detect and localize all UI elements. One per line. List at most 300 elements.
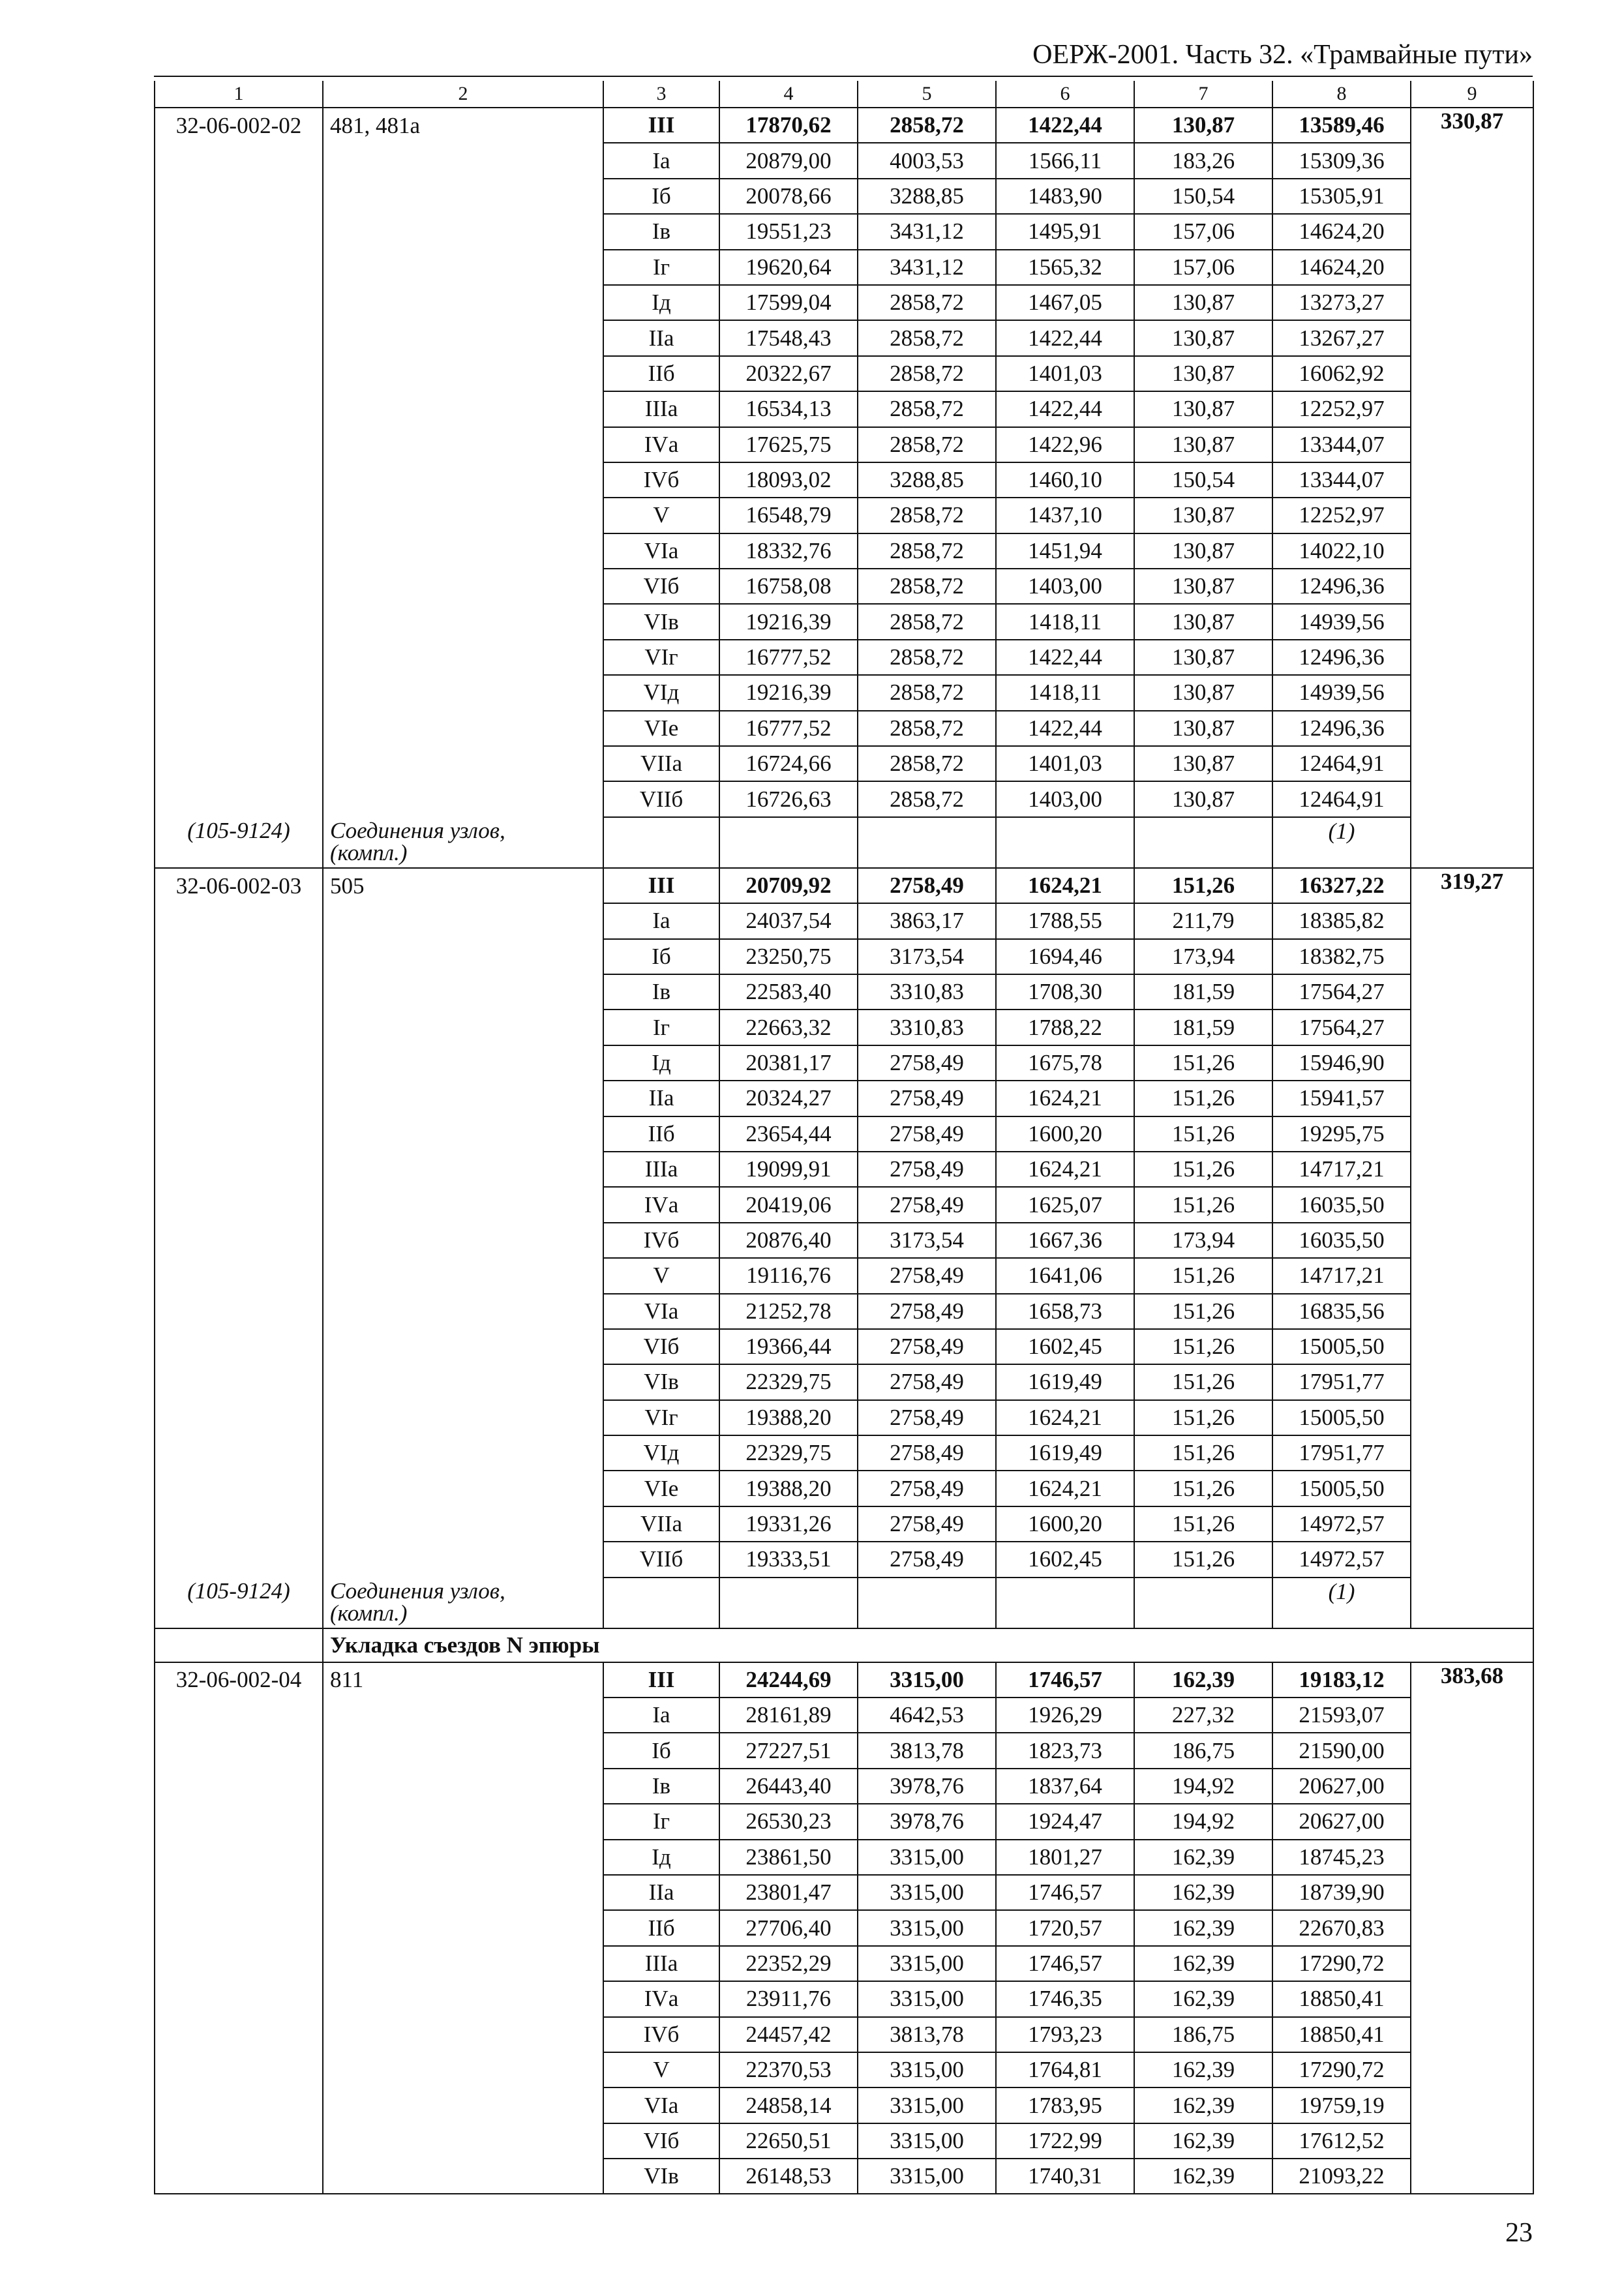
col9-cell: 330,87 (1411, 108, 1533, 143)
value-cell: 19183,12 (1272, 1662, 1411, 1698)
value-cell: 150,54 (1134, 179, 1272, 214)
zone-cell: IIа (603, 320, 719, 355)
value-cell: 162,39 (1134, 1910, 1272, 1945)
value-cell: 19099,91 (719, 1152, 858, 1187)
value-cell: 1801,27 (996, 1840, 1134, 1875)
rate-name-cell (323, 1981, 603, 2016)
rate-code-cell (155, 1910, 323, 1945)
table-row (155, 2017, 1533, 2052)
rate-name-cell: 505 (323, 868, 603, 903)
value-cell: 2758,49 (858, 868, 996, 903)
value-cell: 20078,66 (719, 179, 858, 214)
value-cell: 1422,44 (996, 108, 1134, 143)
value-cell: 14717,21 (1272, 1152, 1411, 1187)
value-cell: 162,39 (1134, 1946, 1272, 1981)
zone-cell: IVа (603, 1981, 719, 2016)
value-cell: 19216,39 (719, 675, 858, 710)
rate-code-cell (155, 675, 323, 710)
col9-cell (1411, 2087, 1533, 2123)
col9-cell (1411, 781, 1533, 816)
value-cell: 17548,43 (719, 320, 858, 355)
value-cell: 1422,44 (996, 711, 1134, 746)
value-cell: 194,92 (1134, 1769, 1272, 1804)
rate-name-cell (323, 1010, 603, 1045)
value-cell: 3431,12 (858, 214, 996, 249)
value-cell: 16726,63 (719, 781, 858, 816)
value-cell: 130,87 (1134, 498, 1272, 533)
col9-cell (1411, 1910, 1533, 1945)
column-number: 6 (996, 81, 1134, 108)
value-cell: 2858,72 (858, 391, 996, 426)
rate-code-cell (155, 1223, 323, 1258)
col9-cell (1411, 498, 1533, 533)
value-cell: 3315,00 (858, 2159, 996, 2194)
column-number: 9 (1411, 81, 1533, 108)
rate-code-cell (155, 746, 323, 781)
value-cell: 22663,32 (719, 1010, 858, 1045)
zone-cell: VIб (603, 2123, 719, 2159)
table-row (155, 1294, 1533, 1329)
zone-cell: V (603, 2052, 719, 2087)
rate-name-cell (323, 1364, 603, 1399)
value-cell: 1641,06 (996, 1258, 1134, 1293)
rate-code-cell (155, 2123, 323, 2159)
value-cell: 23801,47 (719, 1875, 858, 1910)
rate-name-cell (323, 2159, 603, 2194)
zone-cell: VIIа (603, 1506, 719, 1542)
zone-cell: IVб (603, 2017, 719, 2052)
value-cell: 3813,78 (858, 1733, 996, 1768)
col9-cell (1411, 1010, 1533, 1045)
col9-cell (1411, 1471, 1533, 1506)
value-cell: 162,39 (1134, 1875, 1272, 1910)
zone-cell: VIа (603, 533, 719, 569)
value-cell: 162,39 (1134, 2159, 1272, 2194)
value-cell: 17290,72 (1272, 2052, 1411, 2087)
col9-cell (1411, 1733, 1533, 1768)
table-row (155, 1435, 1533, 1471)
table-row (155, 427, 1533, 462)
empty-cell (996, 817, 1134, 868)
value-cell: 1451,94 (996, 533, 1134, 569)
rate-code-cell (155, 1506, 323, 1542)
table-row (155, 533, 1533, 569)
value-cell: 23654,44 (719, 1116, 858, 1152)
col9-cell (1411, 1187, 1533, 1222)
value-cell: 4642,53 (858, 1698, 996, 1733)
table-row (155, 1769, 1533, 1804)
column-number: 1 (155, 81, 323, 108)
table-row (155, 675, 1533, 710)
rate-name-cell (323, 1081, 603, 1116)
zone-cell: IIа (603, 1081, 719, 1116)
table-row (155, 1187, 1533, 1222)
value-cell: 173,94 (1134, 1223, 1272, 1258)
value-cell: 151,26 (1134, 1471, 1272, 1506)
col9-cell (1411, 533, 1533, 569)
col9-cell (1411, 1152, 1533, 1187)
value-cell: 2858,72 (858, 285, 996, 320)
rate-name-cell (323, 1294, 603, 1329)
value-cell: 1422,96 (996, 427, 1134, 462)
value-cell: 24457,42 (719, 2017, 858, 2052)
rate-name-cell (323, 1946, 603, 1981)
col9-cell (1411, 1542, 1533, 1577)
value-cell: 1793,23 (996, 2017, 1134, 2052)
note-qty-cell: (1) (1272, 1578, 1411, 1628)
rate-code-cell (155, 179, 323, 214)
table-row (155, 1981, 1533, 2016)
col9-cell (1411, 1875, 1533, 1910)
section-row (155, 1628, 1533, 1662)
value-cell: 1401,03 (996, 746, 1134, 781)
col9-cell (1411, 1081, 1533, 1116)
value-cell: 21093,22 (1272, 2159, 1411, 2194)
value-cell: 15946,90 (1272, 1045, 1411, 1081)
rate-name-cell (323, 1840, 603, 1875)
value-cell: 3315,00 (858, 1946, 996, 1981)
zone-cell: IVб (603, 462, 719, 498)
value-cell: 1401,03 (996, 356, 1134, 391)
col9-cell (1411, 2017, 1533, 2052)
value-cell: 20322,67 (719, 356, 858, 391)
zone-cell: VIа (603, 2087, 719, 2123)
empty-cell (603, 1578, 719, 1628)
value-cell: 2758,49 (858, 1471, 996, 1506)
value-cell: 16777,52 (719, 711, 858, 746)
rate-name-cell (323, 939, 603, 974)
col9-cell (1411, 143, 1533, 178)
rate-name-cell (323, 533, 603, 569)
value-cell: 2858,72 (858, 356, 996, 391)
table-row (155, 498, 1533, 533)
col9-cell (1411, 1045, 1533, 1081)
header-rule (154, 76, 1533, 77)
rate-code-cell (155, 2159, 323, 2194)
table-row (155, 1400, 1533, 1435)
value-cell: 1694,46 (996, 939, 1134, 974)
value-cell: 22583,40 (719, 974, 858, 1010)
value-cell: 16758,08 (719, 569, 858, 604)
value-cell: 151,26 (1134, 1506, 1272, 1542)
rate-name-cell (323, 1223, 603, 1258)
zone-cell: VIIб (603, 1542, 719, 1577)
table-row (155, 1329, 1533, 1364)
rate-code-cell: 32-06-002-03 (155, 868, 323, 903)
value-cell: 2758,49 (858, 1152, 996, 1187)
table-row (155, 746, 1533, 781)
value-cell: 19216,39 (719, 604, 858, 639)
rate-code-cell (155, 1187, 323, 1222)
value-cell: 151,26 (1134, 1294, 1272, 1329)
rate-code-cell (155, 1152, 323, 1187)
column-number: 3 (603, 81, 719, 108)
table-row (155, 108, 1533, 143)
value-cell: 186,75 (1134, 1733, 1272, 1768)
rate-name-cell (323, 1875, 603, 1910)
table-row (155, 569, 1533, 604)
value-cell: 22670,83 (1272, 1910, 1411, 1945)
value-cell: 12496,36 (1272, 569, 1411, 604)
value-cell: 2858,72 (858, 320, 996, 355)
value-cell: 2758,49 (858, 1045, 996, 1081)
table-row (155, 868, 1533, 903)
rate-code-cell (155, 640, 323, 675)
col9-cell (1411, 1435, 1533, 1471)
col9-cell (1411, 2159, 1533, 2194)
value-cell: 3315,00 (858, 1910, 996, 1945)
note-text-line: Соединения узлов, (330, 1578, 505, 1604)
rate-code-cell (155, 604, 323, 639)
value-cell: 23861,50 (719, 1840, 858, 1875)
col9-cell (1411, 2123, 1533, 2159)
rate-code-cell (155, 1258, 323, 1293)
note-text-line: (компл.) (330, 1600, 408, 1626)
zone-cell: Iа (603, 143, 719, 178)
value-cell: 2758,49 (858, 1400, 996, 1435)
value-cell: 23250,75 (719, 939, 858, 974)
column-number: 4 (719, 81, 858, 108)
value-cell: 151,26 (1134, 1045, 1272, 1081)
value-cell: 18739,90 (1272, 1875, 1411, 1910)
rate-code-cell (155, 427, 323, 462)
rate-code-cell (155, 391, 323, 426)
rate-name-cell (323, 1804, 603, 1839)
value-cell: 15305,91 (1272, 179, 1411, 214)
value-cell: 151,26 (1134, 1435, 1272, 1471)
value-cell: 18093,02 (719, 462, 858, 498)
note-text-line: (компл.) (330, 839, 408, 865)
rate-name-cell (323, 1769, 603, 1804)
rate-code-cell (155, 1769, 323, 1804)
rate-name-cell (323, 1152, 603, 1187)
value-cell: 151,26 (1134, 1400, 1272, 1435)
value-cell: 17870,62 (719, 108, 858, 143)
table-row (155, 2123, 1533, 2159)
value-cell: 19116,76 (719, 1258, 858, 1293)
col9-cell (1411, 179, 1533, 214)
value-cell: 1602,45 (996, 1542, 1134, 1577)
zone-cell: V (603, 498, 719, 533)
value-cell: 20879,00 (719, 143, 858, 178)
rate-name-cell (323, 1329, 603, 1364)
rate-name-cell (323, 675, 603, 710)
zone-cell: IVа (603, 427, 719, 462)
rate-name-cell (323, 711, 603, 746)
rate-name-cell (323, 1471, 603, 1506)
value-cell: 1720,57 (996, 1910, 1134, 1945)
table-row (155, 1946, 1533, 1981)
rate-name-cell (323, 143, 603, 178)
rate-code-cell (155, 1840, 323, 1875)
value-cell: 157,06 (1134, 214, 1272, 249)
value-cell: 162,39 (1134, 2087, 1272, 2123)
value-cell: 211,79 (1134, 903, 1272, 938)
value-cell: 151,26 (1134, 1081, 1272, 1116)
zone-cell: VIе (603, 1471, 719, 1506)
rate-name-cell (323, 1435, 603, 1471)
zone-cell: Iб (603, 179, 719, 214)
table-row (155, 903, 1533, 938)
rate-name-cell (323, 320, 603, 355)
value-cell: 12464,91 (1272, 781, 1411, 816)
rate-code-cell (155, 711, 323, 746)
value-cell: 2858,72 (858, 640, 996, 675)
rate-code-cell (155, 1981, 323, 2016)
value-cell: 162,39 (1134, 1840, 1272, 1875)
value-cell: 18332,76 (719, 533, 858, 569)
value-cell: 19295,75 (1272, 1116, 1411, 1152)
value-cell: 16035,50 (1272, 1223, 1411, 1258)
value-cell: 130,87 (1134, 391, 1272, 426)
table-row (155, 320, 1533, 355)
value-cell: 16327,22 (1272, 868, 1411, 903)
zone-cell: Iб (603, 939, 719, 974)
value-cell: 130,87 (1134, 533, 1272, 569)
table-row (155, 1698, 1533, 1733)
value-cell: 19331,26 (719, 1506, 858, 1542)
col9-cell (1411, 711, 1533, 746)
value-cell: 2858,72 (858, 604, 996, 639)
value-cell: 1783,95 (996, 2087, 1134, 2123)
empty-cell (858, 1578, 996, 1628)
value-cell: 3315,00 (858, 1981, 996, 2016)
value-cell: 3431,12 (858, 250, 996, 285)
table-row (155, 604, 1533, 639)
zone-cell: VIг (603, 640, 719, 675)
rate-name-cell: 811 (323, 1662, 603, 1698)
value-cell: 1924,47 (996, 1804, 1134, 1839)
rate-code-cell (155, 285, 323, 320)
value-cell: 1619,49 (996, 1435, 1134, 1471)
zone-cell: III (603, 108, 719, 143)
zone-cell: IIб (603, 356, 719, 391)
value-cell: 14022,10 (1272, 533, 1411, 569)
col9-cell (1411, 250, 1533, 285)
table-row (155, 1258, 1533, 1293)
value-cell: 3173,54 (858, 939, 996, 974)
col9-cell (1411, 1364, 1533, 1399)
value-cell: 20381,17 (719, 1045, 858, 1081)
note-text-cell (323, 1578, 603, 1628)
value-cell: 14624,20 (1272, 250, 1411, 285)
value-cell: 3288,85 (858, 179, 996, 214)
value-cell: 20709,92 (719, 868, 858, 903)
value-cell: 3315,00 (858, 1840, 996, 1875)
value-cell: 19759,19 (1272, 2087, 1411, 2123)
rate-code-cell (155, 1116, 323, 1152)
value-cell: 1788,22 (996, 1010, 1134, 1045)
rate-name-cell (323, 250, 603, 285)
rate-code-cell (155, 1542, 323, 1577)
value-cell: 130,87 (1134, 746, 1272, 781)
value-cell: 1624,21 (996, 1471, 1134, 1506)
rate-code-cell (155, 1081, 323, 1116)
note-qty-cell: (1) (1272, 817, 1411, 868)
value-cell: 130,87 (1134, 320, 1272, 355)
rate-code-cell (155, 1698, 323, 1733)
value-cell: 1675,78 (996, 1045, 1134, 1081)
value-cell: 13344,07 (1272, 462, 1411, 498)
value-cell: 1746,57 (996, 1662, 1134, 1698)
value-cell: 1746,57 (996, 1946, 1134, 1981)
zone-cell: Iд (603, 285, 719, 320)
note-row (155, 817, 1533, 868)
note-text-line: Соединения узлов, (330, 817, 505, 843)
value-cell: 151,26 (1134, 1364, 1272, 1399)
value-cell: 19366,44 (719, 1329, 858, 1364)
value-cell: 14939,56 (1272, 604, 1411, 639)
value-cell: 19333,51 (719, 1542, 858, 1577)
table-row (155, 391, 1533, 426)
value-cell: 20627,00 (1272, 1769, 1411, 1804)
value-cell: 27227,51 (719, 1733, 858, 1768)
rate-code-cell (155, 903, 323, 938)
col9-cell (1411, 285, 1533, 320)
table-row (155, 1010, 1533, 1045)
rate-name-cell (323, 1542, 603, 1577)
value-cell: 19620,64 (719, 250, 858, 285)
value-cell: 13344,07 (1272, 427, 1411, 462)
value-cell: 1746,35 (996, 1981, 1134, 2016)
table-row (155, 781, 1533, 816)
value-cell: 2758,49 (858, 1329, 996, 1364)
value-cell: 2758,49 (858, 1364, 996, 1399)
column-number: 5 (858, 81, 996, 108)
rate-name-cell (323, 903, 603, 938)
value-cell: 22370,53 (719, 2052, 858, 2087)
value-cell: 2858,72 (858, 108, 996, 143)
rate-name-cell (323, 1045, 603, 1081)
value-cell: 130,87 (1134, 108, 1272, 143)
value-cell: 18850,41 (1272, 2017, 1411, 2052)
value-cell: 12496,36 (1272, 640, 1411, 675)
zone-cell: VIIа (603, 746, 719, 781)
value-cell: 17612,52 (1272, 2123, 1411, 2159)
value-cell: 2758,49 (858, 1294, 996, 1329)
rate-code-cell (155, 1400, 323, 1435)
zone-cell: Iа (603, 903, 719, 938)
note-code-cell: (105-9124) (155, 1578, 323, 1628)
rate-code-cell (155, 569, 323, 604)
table-row (155, 939, 1533, 974)
value-cell: 194,92 (1134, 1804, 1272, 1839)
rate-name-cell (323, 1116, 603, 1152)
value-cell: 2858,72 (858, 427, 996, 462)
value-cell: 16035,50 (1272, 1187, 1411, 1222)
zone-cell: Iб (603, 1733, 719, 1768)
rate-name-cell (323, 781, 603, 816)
value-cell: 151,26 (1134, 1329, 1272, 1364)
col9-cell (1411, 462, 1533, 498)
value-cell: 2758,49 (858, 1258, 996, 1293)
table-row (155, 1733, 1533, 1768)
table-row (155, 2087, 1533, 2123)
value-cell: 22352,29 (719, 1946, 858, 1981)
value-cell: 16548,79 (719, 498, 858, 533)
col9-cell (1411, 320, 1533, 355)
value-cell: 181,59 (1134, 974, 1272, 1010)
value-cell: 2758,49 (858, 1435, 996, 1471)
col9-cell (1411, 1840, 1533, 1875)
rate-name-cell (323, 1910, 603, 1945)
zone-cell: Iд (603, 1840, 719, 1875)
value-cell: 151,26 (1134, 868, 1272, 903)
value-cell: 17290,72 (1272, 1946, 1411, 1981)
value-cell: 1625,07 (996, 1187, 1134, 1222)
rate-name-cell (323, 498, 603, 533)
value-cell: 20324,27 (719, 1081, 858, 1116)
